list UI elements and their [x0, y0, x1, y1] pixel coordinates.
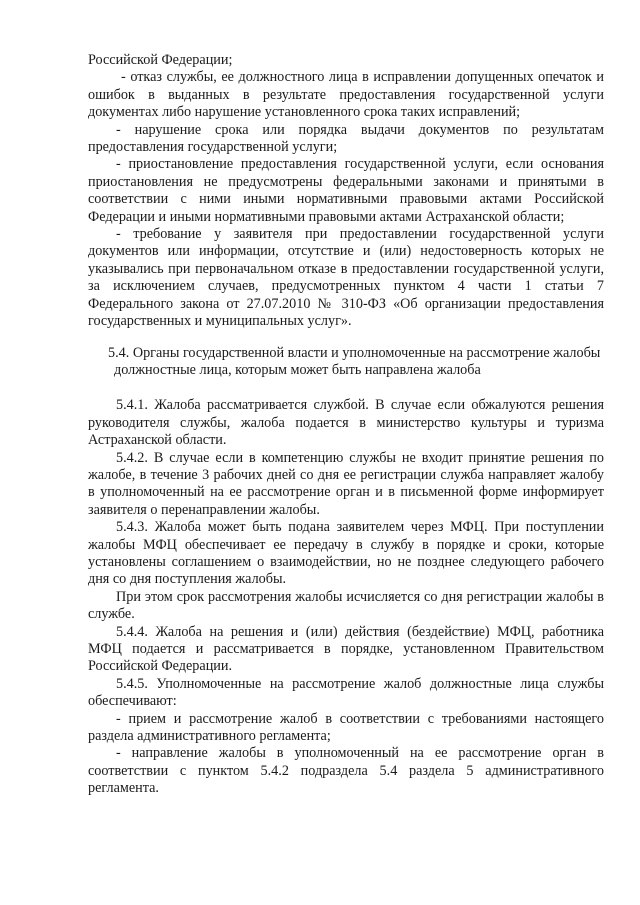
paragraph-suspension: - приостановление предоставления государственной услуги, если основания приостановления не предусмотрены федеральными законами и принятыми в соответствии с ними иными нормативными правовыми актами Российской Федерации и иными нормативными правовыми актами Астраханской области; — [88, 156, 604, 225]
paragraph-registration-term: При этом срок рассмотрения жалобы исчисляется со дня регистрации жалобы в службе. — [88, 588, 604, 623]
paragraph-5-4-5: 5.4.5. Уполномоченные на рассмотрение жалоб должностные лица службы обеспечивают: — [88, 675, 604, 710]
paragraph-5-4-3: 5.4.3. Жалоба может быть подана заявителем через МФЦ. При поступлении жалобы МФЦ обеспечивает ее передачу в службу в порядке и сроки, которые установлены соглашением о взаимодействии, но не позднее следующего рабочего дня со дня поступления жалобы. — [88, 519, 604, 588]
paragraph-5-4-1: 5.4.1. Жалоба рассматривается службой. В случае если обжалуются решения руководителя службы, жалоба подается в министерство культуры и туризма Астраханской области. — [88, 397, 604, 449]
paragraph-document-requirement: - требование у заявителя при предоставлении государственной услуги документов или информации, отсутствие и (или) недостоверность которых не указывались при первоначальном отказе в предоставлении государственной услуги, за исключением случаев, предусмотренных пунктом 4 части 1 статьи 7 Федерального закона от 27.07.2010 № 310-ФЗ «Об организации предоставления государственных и муниципальных услуг». — [88, 226, 604, 330]
spacer — [88, 379, 604, 397]
paragraph-refusal-correction: - отказ службы, ее должностного лица в исправлении допущенных опечаток и ошибок в выданных в результате предоставления государственной услуги документах либо нарушение установленного срока таких исправлений; — [88, 69, 604, 121]
spacer — [88, 331, 604, 345]
paragraph-forwarding: - направление жалобы в уполномоченный на ее рассмотрение орган в соответствии с пунктом 5.4.2 подраздела 5.4 раздела 5 административного регламента. — [88, 745, 604, 797]
paragraph-issuance-violation: - нарушение срока или порядка выдачи документов по результатам предоставления государственной услуги; — [88, 121, 604, 156]
paragraph-5-4-2: 5.4.2. В случае если в компетенцию службы не входит принятие решения по жалобе, в течение 3 рабочих дней со дня ее регистрации служба направляет жалобу в уполномоченный на ее рассмотрение орган и в письменной форме информирует заявителя о перенаправлении жалобы. — [88, 449, 604, 518]
section-heading-5-4: 5.4. Органы государственной власти и уполномоченные на рассмотрение жалобы должностные лица, которым может быть направлена жалоба — [108, 344, 601, 378]
paragraph-reception: - прием и рассмотрение жалоб в соответствии с требованиями настоящего раздела административного регламента; — [88, 710, 604, 745]
paragraph-5-4-4: 5.4.4. Жалоба на решения и (или) действия (бездействие) МФЦ, работника МФЦ подается и рассматривается в порядке, установленном Правительством Российской Федерации. — [88, 623, 604, 675]
paragraph-continuation: Российской Федерации; — [88, 52, 233, 68]
document-page — [88, 52, 604, 798]
